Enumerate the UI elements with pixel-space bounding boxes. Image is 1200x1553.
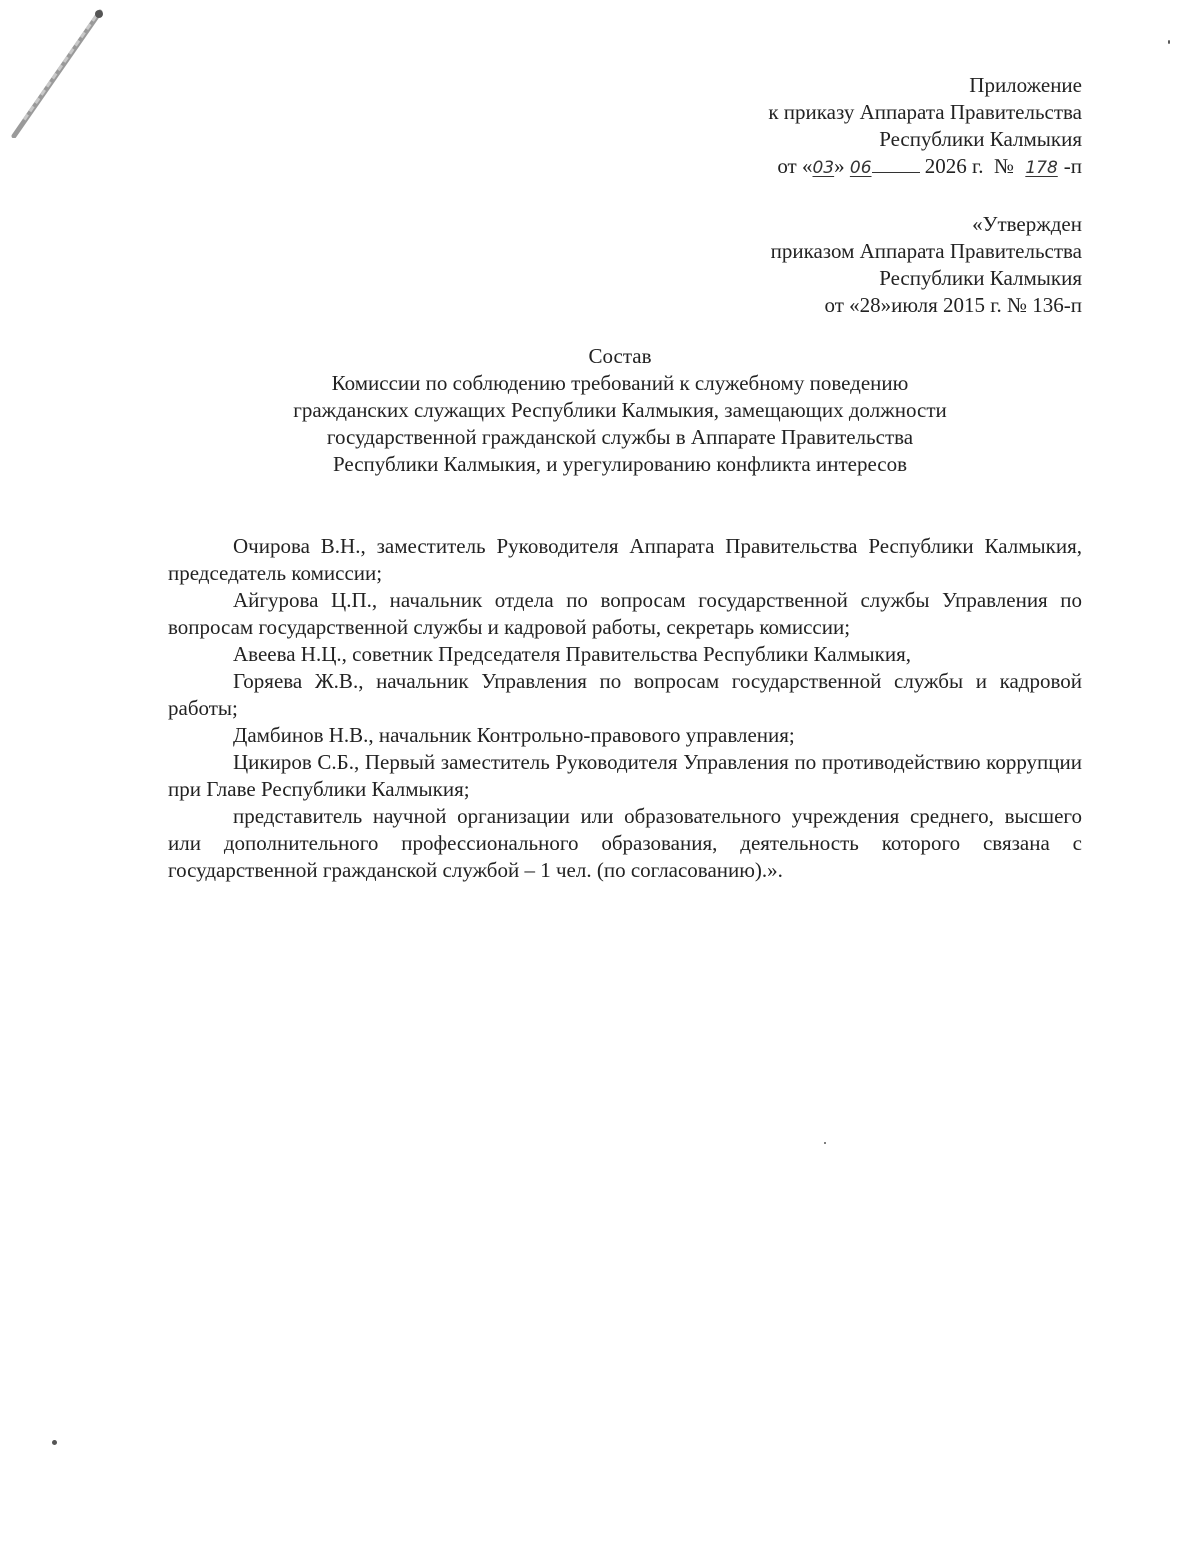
approved-header <box>771 211 1082 319</box>
handwritten-month: 06 <box>849 158 872 178</box>
document-title <box>168 343 1072 478</box>
title-line: Состав <box>588 344 652 368</box>
member-item: Горяева Ж.В., начальник Управления по вопросам государственной службы и кадровой работы; <box>168 669 1082 720</box>
appendix-date-line: от «03» 06 2026 г. № 178 -п <box>777 154 1082 178</box>
appendix-title: Приложение <box>969 73 1082 97</box>
member-item: Дамбинов Н.В., начальник Контрольно-правового управления; <box>233 723 795 747</box>
scan-artifact-stroke <box>4 8 104 138</box>
scan-speck <box>52 1440 57 1445</box>
handwritten-number: 178 <box>1025 158 1058 178</box>
commission-members <box>168 533 1082 884</box>
approved-order-ref: приказом Аппарата Правительства <box>770 239 1082 263</box>
title-line: Республики Калмыкия, и урегулированию конфликта интересов <box>332 452 908 476</box>
date-blank-line <box>872 172 920 173</box>
title-line: гражданских служащих Республики Калмыкия, замещающих должности <box>293 398 947 422</box>
member-item: Авеева Н.Ц., советник Председателя Правительства Республики Калмыкия, <box>233 642 912 666</box>
approved-title: «Утвержден <box>972 212 1082 236</box>
member-item: Очирова В.Н., заместитель Руководителя Аппарата Правительства Республики Калмыкия, председатель комиссии; <box>168 534 1082 585</box>
member-item: Айгурова Ц.П., начальник отдела по вопросам государственной службы Управления по вопросам государственной службы и кадровой работы, секретарь комиссии; <box>168 588 1082 639</box>
member-item: представитель научной организации или образовательного учреждения среднего, высшего или дополнительного профессионального образования, деятельность которого связана с государственной гражданской службой – 1 чел. (по согласованию).». <box>168 804 1082 882</box>
scan-speck <box>1168 40 1170 44</box>
member-item: Цикиров С.Б., Первый заместитель Руководителя Управления по противодействию коррупции при Главе Республики Калмыкия; <box>168 750 1082 801</box>
title-line: государственной гражданской службы в Аппарате Правительства <box>326 425 914 449</box>
appendix-header <box>768 72 1082 182</box>
approved-republic: Республики Калмыкия <box>879 266 1082 290</box>
title-line: Комиссии по соблюдению требований к служебному поведению <box>331 371 909 395</box>
handwritten-day: 03 <box>812 158 835 178</box>
approved-date: от «28»июля 2015 г. № 136-п <box>824 293 1082 317</box>
appendix-republic: Республики Калмыкия <box>879 127 1082 151</box>
appendix-order-ref: к приказу Аппарата Правительства <box>768 100 1082 124</box>
scan-speck <box>824 1142 826 1144</box>
